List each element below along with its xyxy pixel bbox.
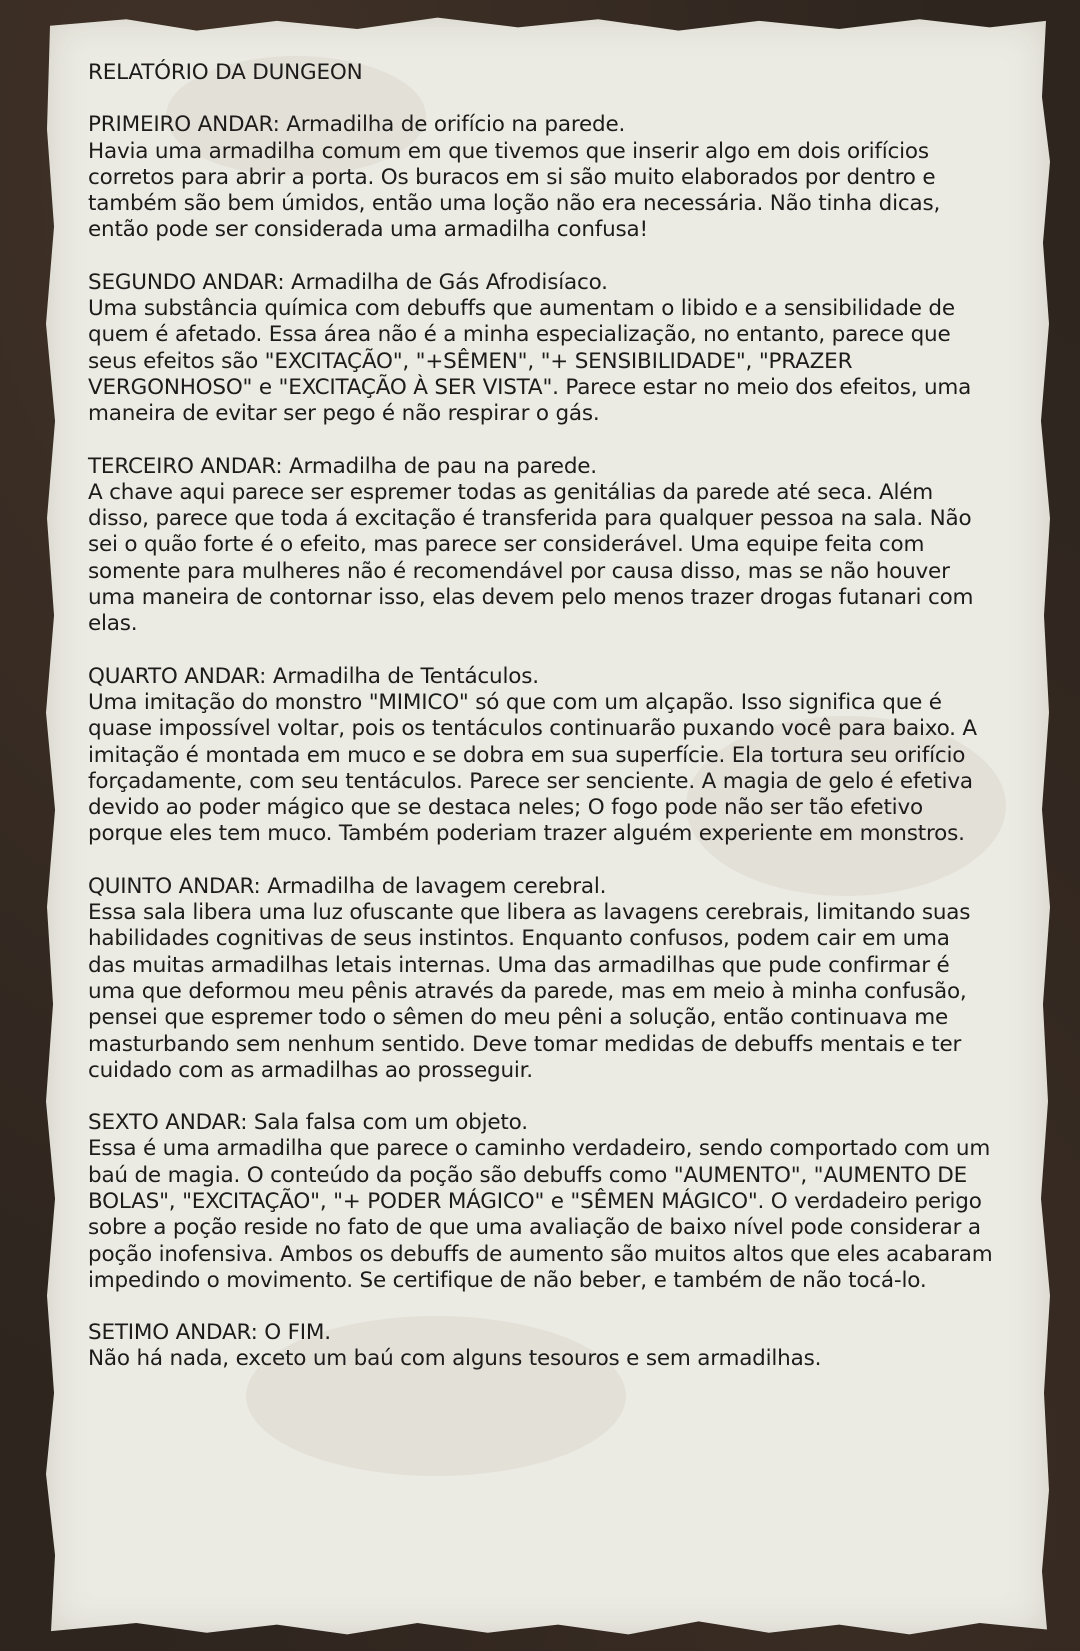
floor-heading: SEGUNDO ANDAR: Armadilha de Gás Afrodisíaco.: [88, 269, 608, 295]
floor-section-4: [88, 664, 993, 848]
floor-description: Uma substância química com debuffs que aumentam o libido e a sensibilidade de quem é afetado. Essa área não é a minha especialização, no entanto, parece que seus efeitos são "EXCITAÇÃO", "+SÊMEN", "+ SENSIBILIDADE", "PRAZER VERGONHOSO" e "EXCITAÇÃO À SER VISTA". Parece estar no meio dos efeitos, uma maneira de evitar ser pego é não respirar o gás.: [88, 296, 972, 427]
floor-heading: SEXTO ANDAR: Sala falsa com um objeto.: [88, 1110, 528, 1136]
floor-heading: QUINTO ANDAR: Armadilha de lavagem cerebral.: [88, 873, 607, 899]
floor-section-5: [88, 874, 993, 1084]
dungeon-report: [88, 60, 993, 1399]
report-title: RELATÓRIO DA DUNGEON: [88, 60, 363, 85]
floor-section-1: [88, 112, 993, 243]
floor-description: Uma imitação do monstro "MIMICO" só que com um alçapão. Isso significa que é quase impossível voltar, pois os tentáculos continuarão puxando você para baixo. A imitação é montada em muco e se dobra em sua superfície. Ela tortura seu orifício forçadamente, com seu tentáculos. Parece ser senciente. A magia de gelo é efetiva devido ao poder mágico que se destaca neles; O fogo pode não ser tão efetivo porque eles tem muco. Também poderiam trazer alguém experiente em monstros.: [88, 689, 977, 847]
floor-section-7: [88, 1320, 993, 1373]
floor-description: Havia uma armadilha comum em que tivemos que inserir algo em dois orifícios corretos para abrir a porta. Os buracos em si são muito elaborados por dentro e também são bem úmidos, então uma loção não era necessária. Não tinha dicas, então pode ser considerada uma armadilha confusa!: [88, 138, 941, 243]
floor-section-3: [88, 454, 993, 638]
floor-description: Essa sala libera uma luz ofuscante que libera as lavagens cerebrais, limitando suas habilidades cognitivas de seus instintos. Enquanto confusos, podem cair em uma das muitas armadilhas letais internas. Uma das armadilhas que pude confirmar é uma que deformou meu pênis através da parede, mas em meio à minha confusão, pensei que espremer todo o sêmen do meu pêni a solução, então continuava me masturbando sem nenhum sentido. Deve tomar medidas de debuffs mentais e ter cuidado com as armadilhas ao prosseguir.: [88, 900, 971, 1083]
floor-heading: QUARTO ANDAR: Armadilha de Tentáculos.: [88, 663, 539, 689]
floor-heading: TERCEIRO ANDAR: Armadilha de pau na parede.: [88, 453, 597, 479]
floor-description: Essa é uma armadilha que parece o caminho verdadeiro, sendo comportado com um baú de magia. O conteúdo da poção são debuffs como "AUMENTO", "AUMENTO DE BOLAS", "EXCITAÇÃO", "+ PODER MÁGICO" e "SÊMEN MÁGICO". O verdadeiro perigo sobre a poção reside no fato de que uma avaliação de baixo nível pode considerar a poção inofensiva. Ambos os debuffs de aumento são muitos altos que eles acabaram impedindo o movimento. Se certifique de não beber, e também de não tocá-lo.: [88, 1136, 993, 1293]
floor-heading: SETIMO ANDAR: O FIM.: [88, 1320, 331, 1346]
floor-description: A chave aqui parece ser espremer todas as genitálias da parede até seca. Além disso, parece que toda á excitação é transferida para qualquer pessoa na sala. Não sei o quão forte é o efeito, mas parece ser considerável. Uma equipe feita com somente para mulheres não é recomendável por causa disso, mas se não houver uma maneira de contornar isso, elas devem pelo menos trazer drogas futanari com elas.: [88, 479, 974, 637]
floor-description: Não há nada, exceto um baú com alguns tesouros e sem armadilhas.: [88, 1346, 822, 1372]
floor-heading: PRIMEIRO ANDAR: Armadilha de orifício na parede.: [88, 112, 626, 138]
floor-section-6: [88, 1110, 993, 1294]
floor-section-2: [88, 270, 993, 428]
